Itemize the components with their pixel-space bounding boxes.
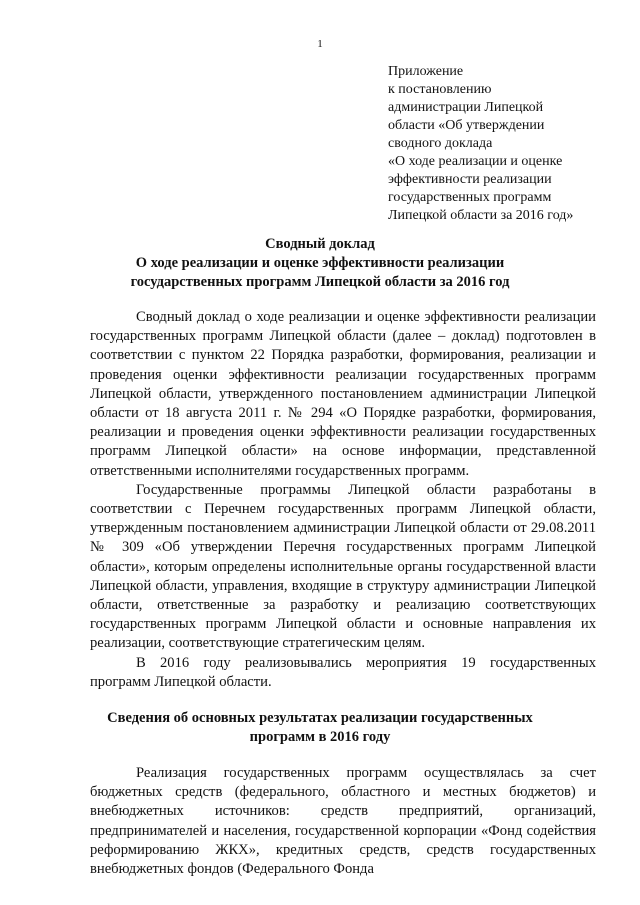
paragraph-2: Государственные программы Липецкой области разработаны в соответствии с Перечнем государственных программ Липецкой области, утвержденным постановлением администрации Липецкой области от 29.08.2011 № 309 «Об утверждении Перечня государственных программ Липецкой области», которым определены исполнительные органы государственной власти Липецкой области, управления, входящие в структуру администрации Липецкой области, ответственные за разработку и реализацию соответствующих государственных программ Липецкой области и основные направления их реализации, соответствующие стратегическим целям. <box>90 481 596 652</box>
report-title-line-2: О ходе реализации и оценке эффективности реализации <box>135 255 505 271</box>
paragraph-1: Сводный доклад о ходе реализации и оценке эффективности реализации государственных программ Липецкой области (далее – доклад) подготовлен в соответствии с пунктом 22 Порядка разработки, формирования, реализации и проведения оценки эффективности реализации государственных программ Липецкой области, утвержденного постановлением администрации Липецкой области от 18 августа 2011 г. № 294 «О Порядке разработки, формирования, реализации и проведения оценки эффективности реализации государственных программ Липецкой области» на основе информации, представленной ответственными исполнителями государственных программ. <box>90 309 596 479</box>
intro-text <box>90 308 596 692</box>
report-title-line-1: Сводный доклад <box>265 236 375 252</box>
report-title <box>0 235 640 292</box>
section-text <box>90 764 596 879</box>
report-title-line-3: государственных программ Липецкой области за 2016 год <box>130 274 510 290</box>
appendix-note: Приложение к постановлению администрации Липецкой области «Об утверждении сводного доклада «О ходе реализации и оценке эффективности реализации государственных программ Липецкой области за 2016 год» <box>388 64 574 223</box>
paragraph-3: В 2016 году реализовывались мероприятия 19 государственных программ Липецкой области. <box>90 654 596 690</box>
section-title-line-1: Сведения об основных результатах реализации государственных <box>107 710 533 726</box>
section-title <box>0 709 640 747</box>
section-title-line-2: программ в 2016 году <box>249 729 391 745</box>
section-paragraph: Реализация государственных программ осуществлялась за счет бюджетных средств (федерального, областного и местных бюджетов) и внебюджетных источников: средств предприятий, организаций, предпринимателей и населения, государственной корпорации «Фонд содействия реформированию ЖКХ», кредитных средств, средств государственных внебюджетных фондов (Федерального Фонда <box>90 765 596 878</box>
page-number: 1 <box>317 38 323 50</box>
